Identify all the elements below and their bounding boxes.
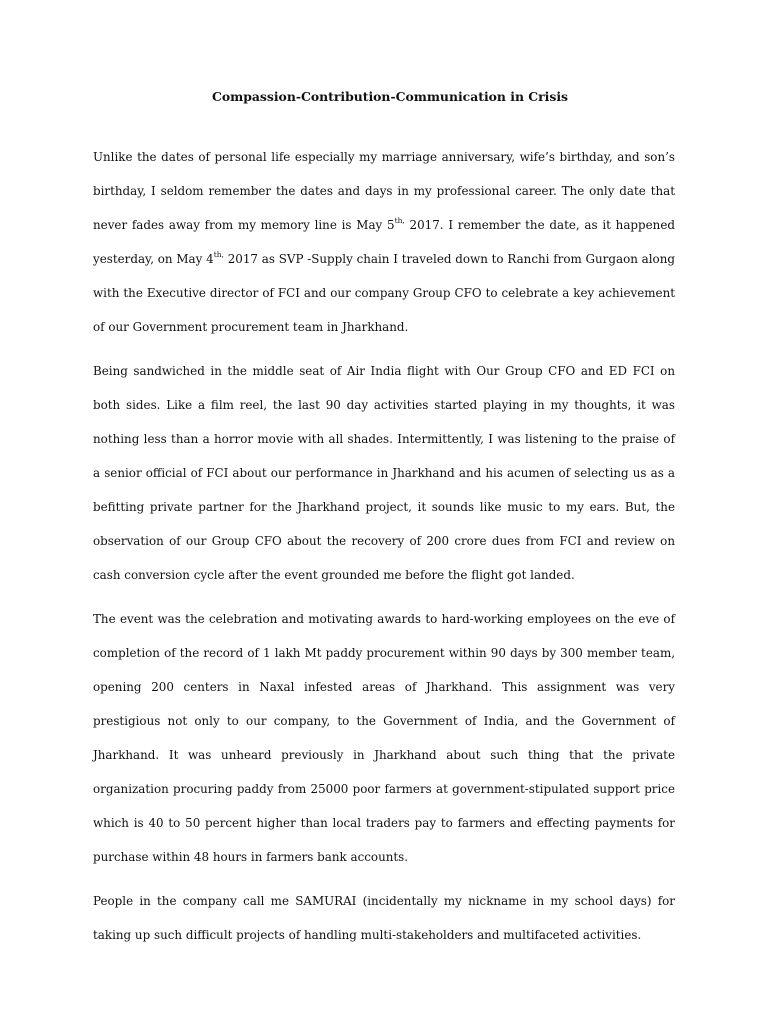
document-title: Compassion-Contribution-Communication in Crisis — [211, 89, 569, 104]
paragraph-1-part-b: 2017. I remember the date, as it happened yesterday, on May 4 — [93, 218, 675, 266]
paragraph-4: People in the company call me SAMURAI (incidentally my nickname in my school days) for taking up such difficult projects of handling multi-stakeholders and multifaceted activities. — [93, 894, 675, 942]
paragraph-1-part-c: 2017 as SVP -Supply chain I traveled down to Ranchi from Gurgaon along with the Executive director of FCI and our company Group CFO to celebrate a key achievement of our Government procurement team in Jharkhand. — [93, 252, 675, 334]
paragraph-3: The event was the celebration and motivating awards to hard-working employees on the eve of completion of the record of 1 lakh Mt paddy procurement within 90 days by 300 member team, opening 200 centers in Naxal infested areas of Jharkhand. This assignment was very prestigious not only to our company, to the Government of India, and the Government of Jharkhand. It was unheard previously in Jharkhand about such thing that the private organization procuring paddy from 25000 poor farmers at government-stipulated support price which is 40 to 50 percent higher than local traders pay to farmers and effecting payments for purchase within 48 hours in farmers bank accounts. — [93, 612, 675, 864]
superscript-th-1: th, — [394, 216, 405, 226]
document-body — [93, 140, 675, 952]
paragraph-1-part-a: Unlike the dates of personal life especially my marriage anniversary, wife’s birthday, and son’s birthday, I seldom remember the dates and days in my professional career. The only date that never fades away from my memory line is May 5 — [93, 150, 675, 232]
paragraph-1 — [93, 140, 675, 344]
superscript-th-2: th, — [213, 250, 224, 260]
paragraph-2: Being sandwiched in the middle seat of Air India flight with Our Group CFO and ED FCI on both sides. Like a film reel, the last 90 day activities started playing in my thoughts, it was nothing less than a horror movie with all shades. Intermittently, I was listening to the praise of a senior official of FCI about our performance in Jharkhand and his acumen of selecting us as a befitting private partner for the Jharkhand project, it sounds like music to my ears. But, the observation of our Group CFO about the recovery of 200 crore dues from FCI and review on cash conversion cycle after the event grounded me before the flight got landed. — [93, 364, 675, 582]
